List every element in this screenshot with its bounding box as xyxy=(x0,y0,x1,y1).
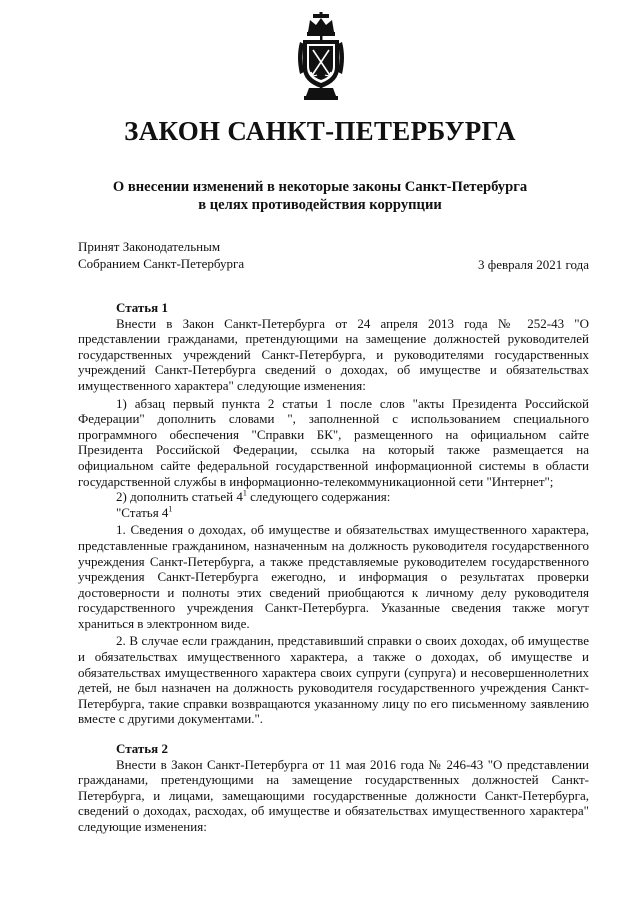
item-2-tail: следующего содержания: xyxy=(246,489,391,505)
item-2-superscript: 1 xyxy=(242,488,247,498)
new-article-title xyxy=(78,505,589,521)
new-article-paragraph-1: 1. Сведения о доходах, об имуществе и обязательствах имущественного характера, представленные гражданином, назначенным на должность руководителя государственного учреждения Санкт-Петербурга, а также представляемые руководителем государственного учреждения Санкт-Петербурга ежегодно, и информация о результатах проверки достоверности и полноты этих сведений приобщаются к личному делу руководителя государственного учреждения Санкт-Петербурга. Указанные сведения также могут храниться в электронном виде. xyxy=(78,522,589,631)
article-1-item-1: 1) абзац первый пункта 2 статьи 1 после слов "акты Президента Российской Федерации" дополнить словами ", заполненной с использованием специального программного обеспечения "Справки БК", размещенного на официальном сайте Президента Российской Федерации, ссылка на который также размещается на официальном сайте федеральной государственной информационной системы в области государственной службы в информационно-телекоммуникационной сети "Интернет"; xyxy=(78,395,589,489)
law-body xyxy=(78,300,589,835)
article-2-intro: Внести в Закон Санкт-Петербурга от 11 мая 2016 года № 246-43 "О представлении гражданами, претендующими на замещение государственных должностей Санкт-Петербурга, и лицами, замещающими государственные должности Санкт-Петербурга, сведений о доходах, расходах, об имуществе и обязательствах имущественного характера" следующие изменения: xyxy=(78,756,589,834)
new-article-title-text: "Статья 4 xyxy=(116,504,169,520)
article-1-heading: Статья 1 xyxy=(116,300,168,315)
article-1-item-2 xyxy=(78,489,589,505)
law-title: ЗАКОН САНКТ-ПЕТЕРБУРГА xyxy=(124,116,516,146)
new-article-paragraph-2: 2. В случае если гражданин, представивший справки о своих доходах, об имуществе и обязательствах имущественного характера, а также о доходах, об имуществе и обязательствах имущественного характера своих супруги (супруга) и несовершеннолетних детей, не был назначен на должность руководителя государственного учреждения Санкт-Петербурга, такие справки возвращаются указанному лицу по его письменному заявлению вместе с другими документами.". xyxy=(78,633,589,727)
article-1-intro: Внести в Закон Санкт-Петербурга от 24 апреля 2013 года № 252-43 "О представлении гражданами, претендующими на замещение должностей руководителей государственных учреждений Санкт-Петербурга, и руководителями государственных учреждений Санкт-Петербурга сведений о доходах, об имуществе и обязательствах имущественного характера" следующие изменения: xyxy=(78,315,589,393)
subtitle-line-2: в целях противодействия коррупции xyxy=(198,197,442,213)
adoption-line-2: Собранием Санкт-Петербурга xyxy=(78,256,245,271)
law-subtitle xyxy=(0,178,640,214)
adoption-info xyxy=(78,238,244,272)
adoption-date: 3 февраля 2021 года xyxy=(478,257,589,272)
section-gap xyxy=(78,727,589,741)
adoption-line-1: Принят Законодательным xyxy=(78,239,221,254)
subtitle-line-1: О внесении изменений в некоторые законы Санкт-Петербурга xyxy=(112,179,528,195)
article-2-heading: Статья 2 xyxy=(116,741,168,757)
new-article-superscript: 1 xyxy=(168,504,173,514)
st-petersburg-coat-of-arms-icon xyxy=(294,12,348,102)
item-2-text: 2) дополнить статьей 4 xyxy=(116,489,243,505)
